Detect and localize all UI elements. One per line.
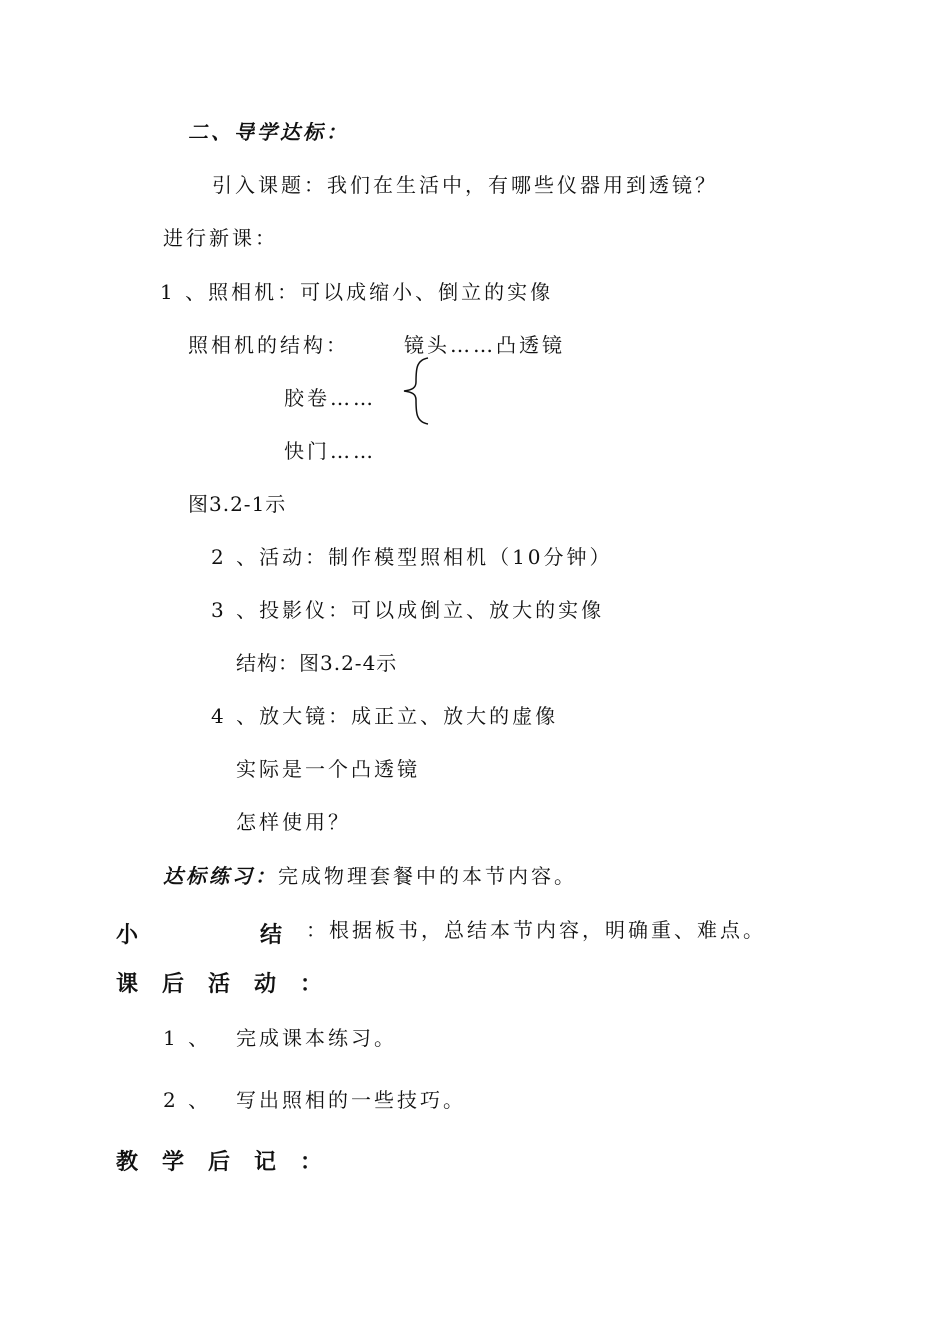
teaching-notes-heading: 教学后记：	[116, 1149, 347, 1175]
item-4-magnifier: 4 、放大镜：成正立、放大的虚像	[211, 704, 559, 728]
item-4-note-1: 实际是一个凸透镜	[236, 757, 420, 781]
camera-lens: 镜头……凸透镜	[404, 333, 565, 357]
after-item-1-text: 完成课本练习。	[236, 1026, 397, 1050]
camera-shutter: 快门……	[284, 439, 376, 463]
after-item-2-text: 写出照相的一些技巧。	[236, 1088, 466, 1112]
camera-structure-label: 照相机的结构：	[188, 333, 349, 357]
item-1-camera: 1 、照相机：可以成缩小、倒立的实像	[160, 280, 554, 304]
summary-char-2: 结	[260, 922, 283, 948]
after-item-2-num: 2 、	[163, 1088, 212, 1112]
item-3-structure: 结构：图3.2-4示	[236, 651, 398, 675]
after-item-1-num: 1 、	[163, 1026, 212, 1050]
brace-icon	[400, 356, 430, 426]
item-2-activity: 2 、活动：制作模型照相机（10分钟）	[211, 545, 613, 569]
item-3-projector: 3 、投影仪：可以成倒立、放大的实像	[211, 598, 605, 622]
camera-film: 胶卷……	[284, 386, 376, 410]
figure-ref-1: 图3.2-1示	[188, 492, 287, 516]
section-heading: 二、导学达标：	[188, 120, 349, 144]
practice-text: 完成物理套餐中的本节内容。	[278, 864, 577, 888]
item-4-note-2: 怎样使用？	[236, 810, 351, 834]
new-lesson-label: 进行新课：	[163, 226, 278, 250]
summary-text: ：根据板书，总结本节内容，明确重、难点。	[306, 918, 766, 942]
after-class-heading: 课后活动：	[116, 971, 347, 997]
summary-char-1: 小	[116, 922, 139, 948]
intro-line: 引入课题：我们在生活中，有哪些仪器用到透镜？	[212, 173, 718, 197]
practice-label: 达标练习：	[163, 864, 278, 888]
practice-line	[163, 864, 577, 888]
